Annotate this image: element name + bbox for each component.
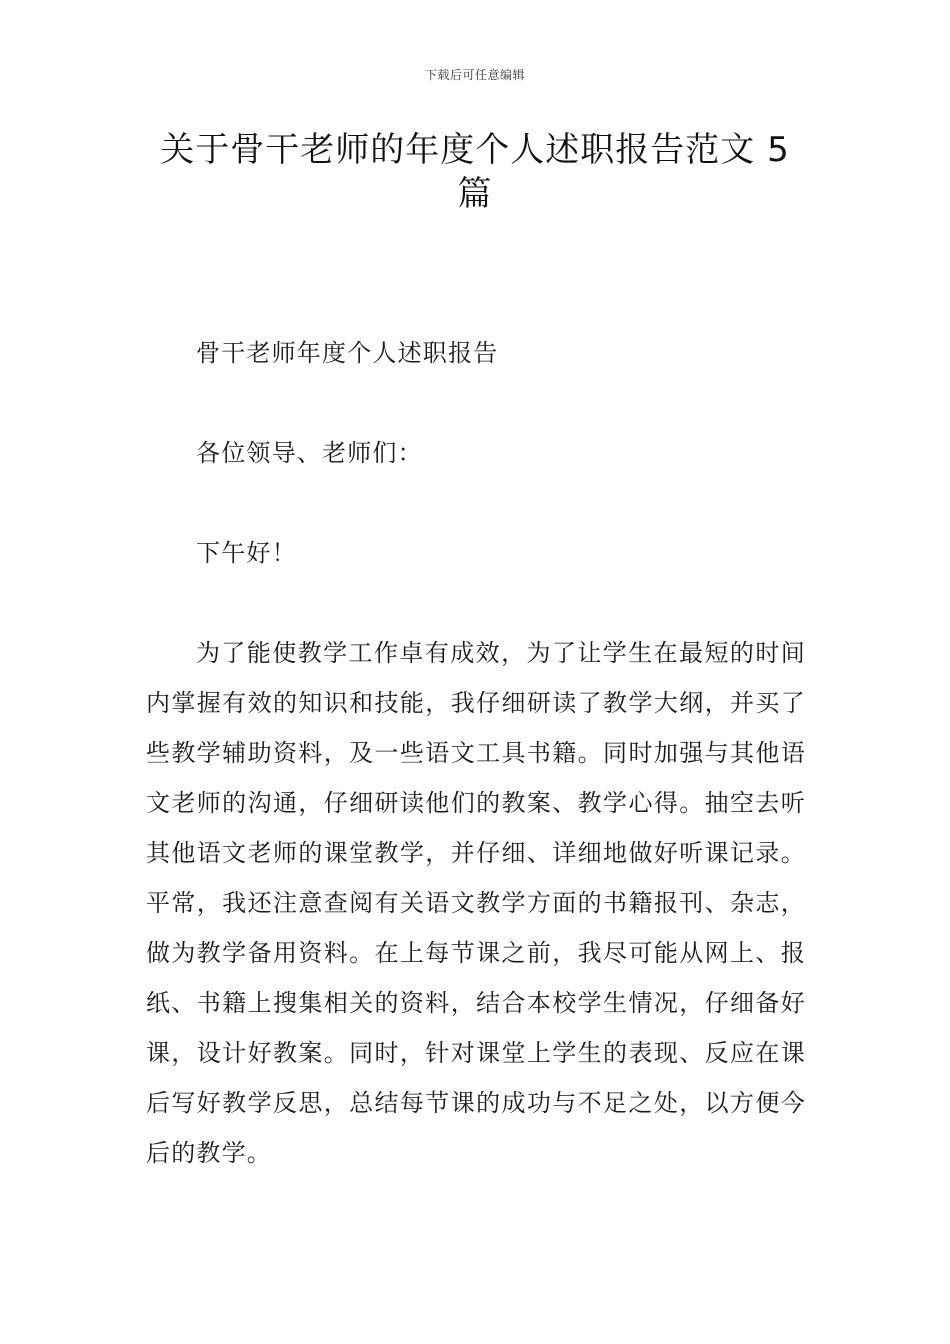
report-subtitle: 骨干老师年度个人述职报告 [196,339,499,367]
document-body [146,328,806,1178]
greeting: 下午好！ [196,539,297,567]
header-note: 下载后可任意编辑 [424,68,525,82]
body-paragraph: 为了能使教学工作卓有成效，为了让学生在最短的时间内掌握有效的知识和技能，我仔细研读了教学大纲，并买了些教学辅助资料，及一些语文工具书籍。同时加强与其他语文老师的沟通，仔细研读他们的教案、教学心得。抽空去听其他语文老师的课堂教学，并仔细、详细地做好听课记录。平常，我还注意查阅有关语文教学方面的书籍报刊、杂志，做为教学备用资料。在上每节课之前，我尽可能从网上、报纸、书籍上搜集相关的资料，结合本校学生情况，仔细备好课，设计好教案。同时，针对课堂上学生的表现、反应在课后写好教学反思，总结每节课的成功与不足之处，以方便今后的教学。 [146,639,806,1167]
document-title: 关于骨干老师的年度个人述职报告范文 5 篇 [160,130,790,214]
salutation: 各位领导、老师们： [196,439,423,467]
